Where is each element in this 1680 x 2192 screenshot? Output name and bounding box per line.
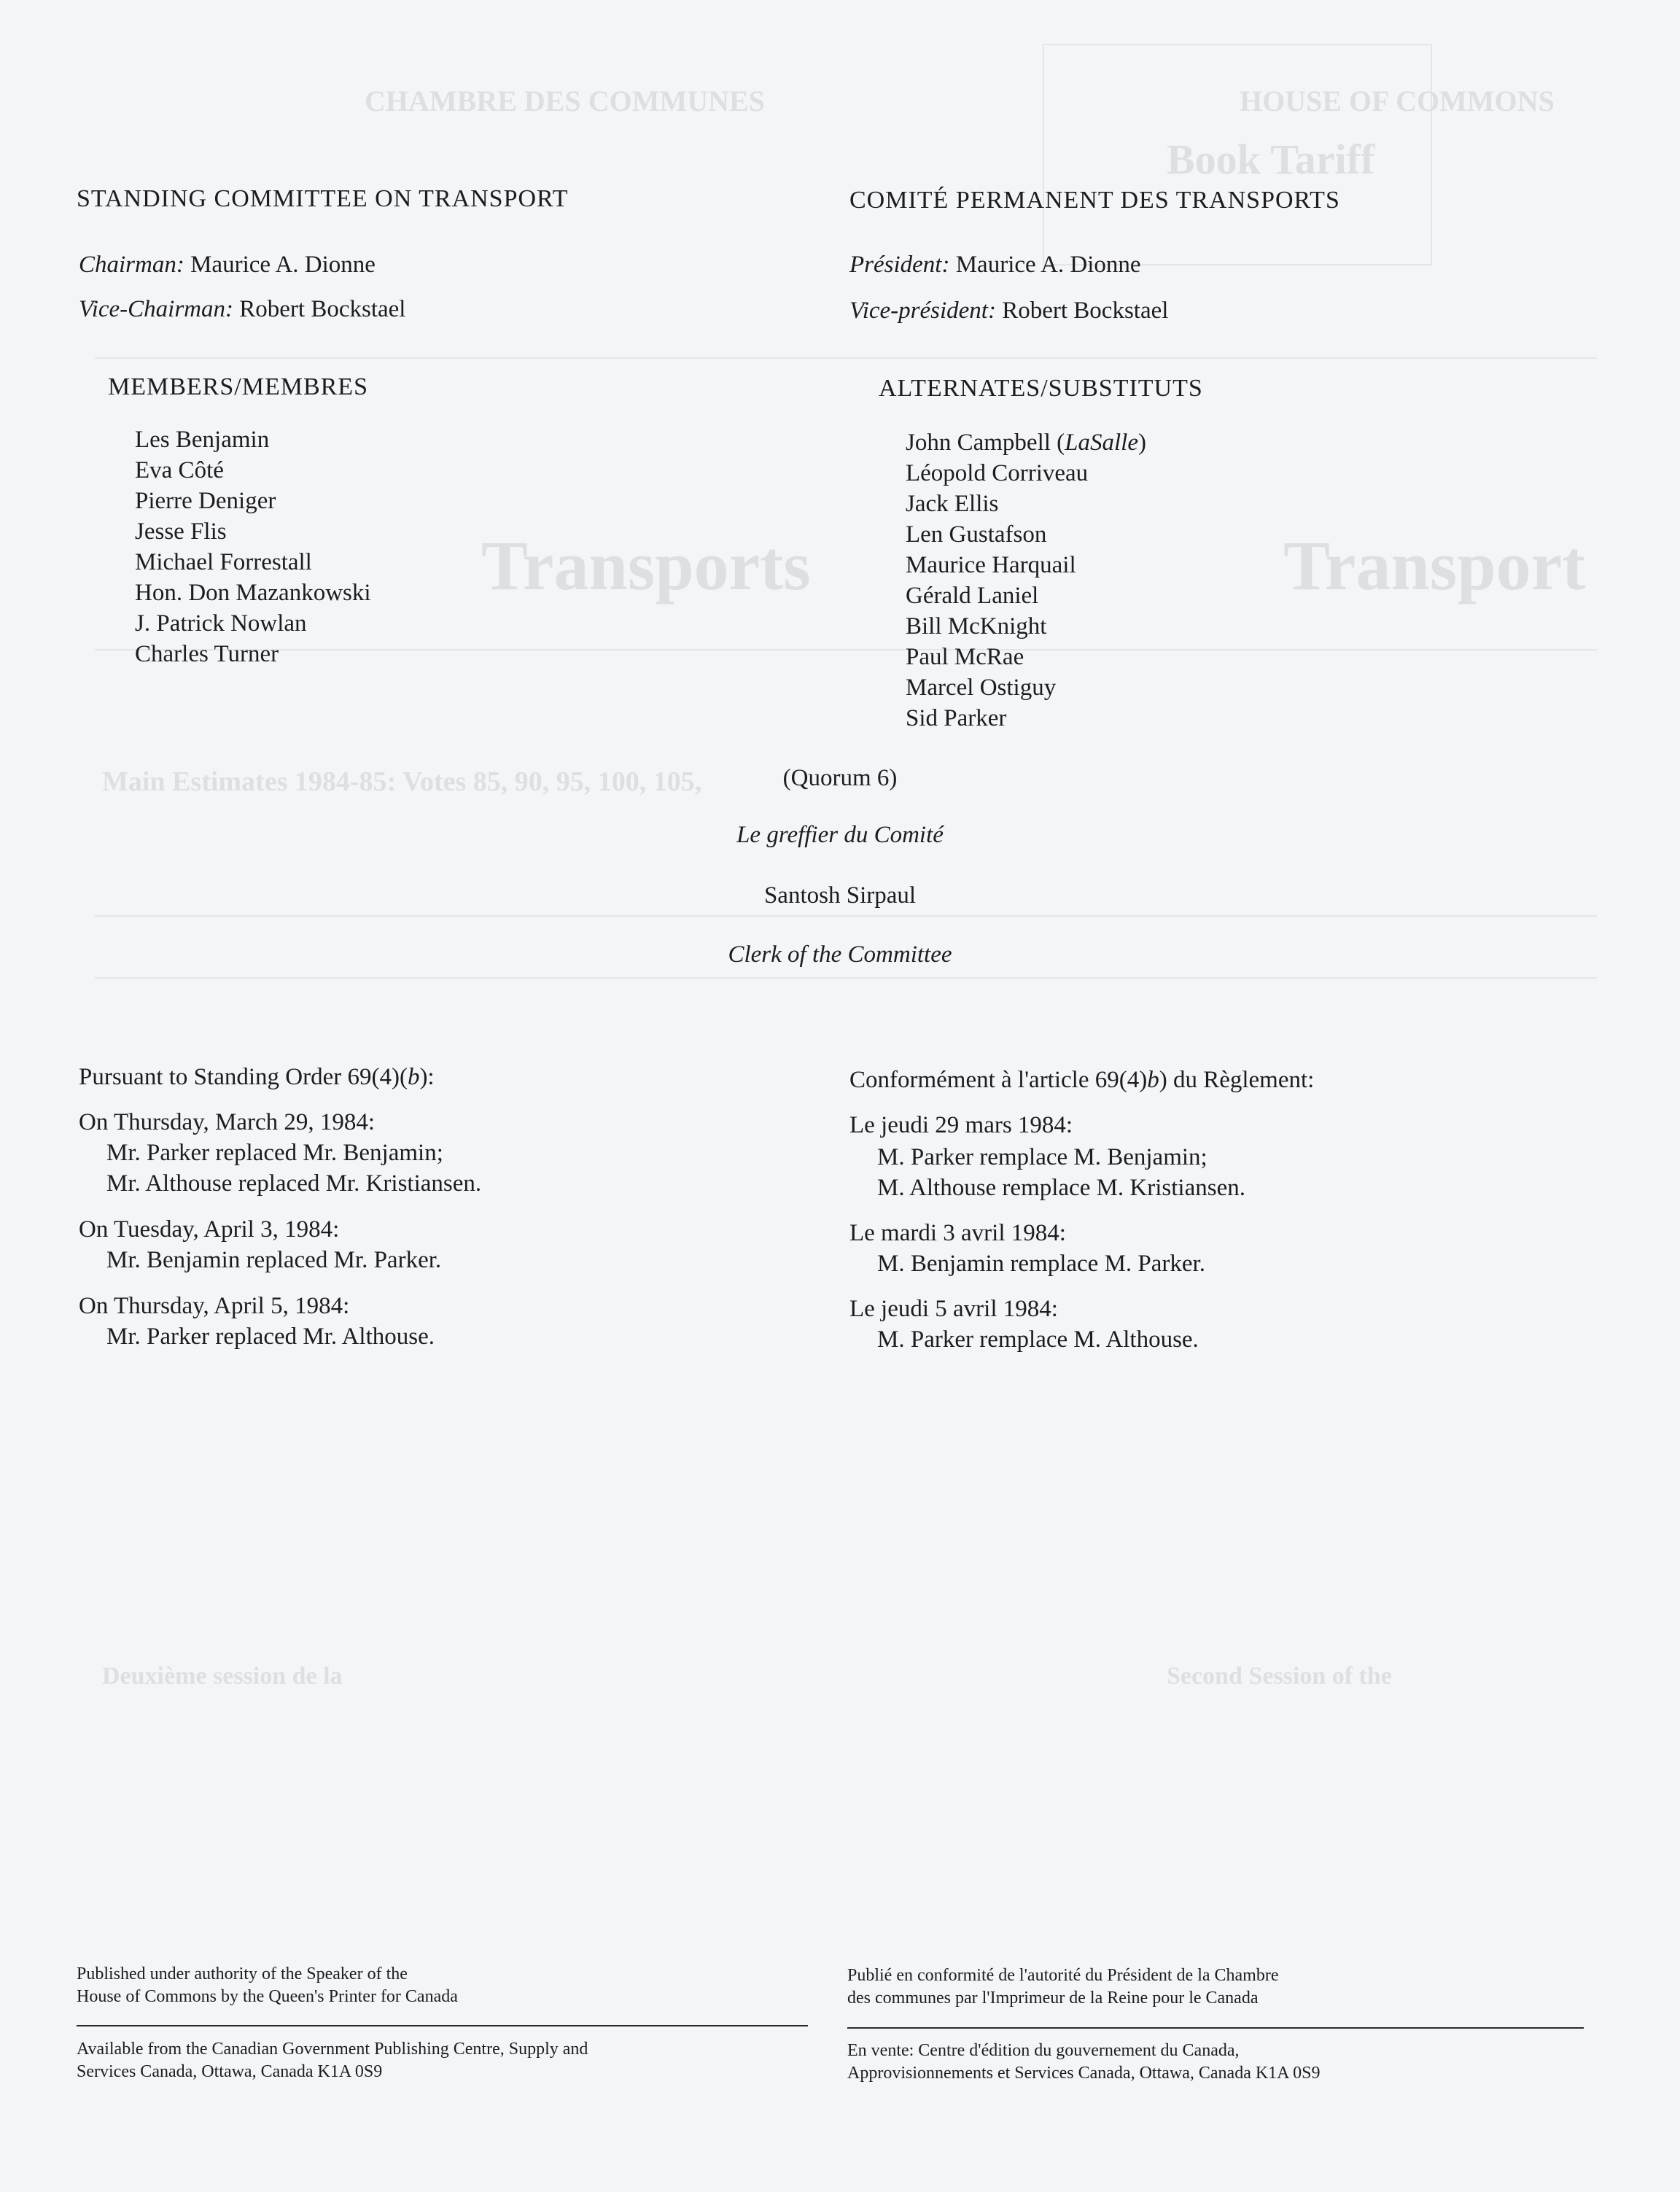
president-line-fr <box>849 249 1141 280</box>
alternate-item: Marcel Ostiguy <box>906 675 1057 701</box>
change-line-fr: M. Althouse remplace M. Kristiansen. <box>877 1175 1245 1201</box>
ghost-text: Book Tariff <box>1167 136 1375 183</box>
ghost-text: HOUSE OF COMMONS <box>1240 85 1555 117</box>
vice-president-label: Vice-président: <box>849 298 996 324</box>
ghost-text: Second Session of the <box>1167 1663 1392 1690</box>
alternate-item: John Campbell (LaSalle) <box>906 430 1146 456</box>
ghost-text: Main Estimates 1984-85: Votes 85, 90, 95, 100, 105, <box>102 766 702 797</box>
ghost-text: Transport <box>1283 526 1586 605</box>
footer-rule-en <box>77 2025 808 2026</box>
alternates-heading: ALTERNATES/SUBSTITUTS <box>879 375 1203 402</box>
member-item: Charles Turner <box>135 641 279 667</box>
ghost-text: CHAMBRE DES COMMUNES <box>365 85 765 117</box>
published-en: Published under authority of the Speaker of the House of Commons by the Queen's Printer for Canada <box>77 1964 458 2006</box>
available-fr: En vente: Centre d'édition du gouvernement du Canada, Approvisionnements et Services Canada, Ottawa, Canada K1A 0S9 <box>847 2041 1321 2083</box>
change-line-en: Mr. Althouse replaced Mr. Kristiansen. <box>106 1170 482 1197</box>
change-date-fr: Le jeudi 29 mars 1984: <box>849 1112 1073 1138</box>
available-en: Available from the Canadian Government Publishing Centre, Supply and Services Canada, Ottawa, Canada K1A 0S9 <box>77 2040 588 2081</box>
alternate-item: Gérald Laniel <box>906 583 1039 609</box>
vice-president-name: Robert Bockstael <box>1002 298 1169 324</box>
changes-intro-fr: Conformément à l'article 69(4)b) du Règlement: <box>849 1067 1315 1093</box>
change-line-en: Mr. Benjamin replaced Mr. Parker. <box>106 1247 442 1273</box>
chairman-name: Maurice A. Dionne <box>190 252 376 278</box>
alternate-item: Jack Ellis <box>906 491 999 517</box>
clerk-label-fr: Le greffier du Comité <box>736 822 944 848</box>
change-date-en: On Tuesday, April 3, 1984: <box>79 1216 340 1243</box>
ghost-text: Transports <box>481 526 811 605</box>
member-item: J. Patrick Nowlan <box>135 610 307 637</box>
president-label: Président: <box>849 252 950 278</box>
footer-rule-fr <box>847 2027 1584 2029</box>
vice-chairman-label: Vice-Chairman: <box>79 296 234 322</box>
change-date-fr: Le jeudi 5 avril 1984: <box>849 1296 1058 1322</box>
vice-chairman-name: Robert Bockstael <box>239 296 406 322</box>
ghost-text: Deuxième session de la <box>102 1663 343 1690</box>
member-item: Jesse Flis <box>135 518 227 545</box>
change-date-fr: Le mardi 3 avril 1984: <box>849 1220 1066 1246</box>
president-name: Maurice A. Dionne <box>955 252 1141 278</box>
alternate-item: Léopold Corriveau <box>906 460 1089 486</box>
clerk-name: Santosh Sirpaul <box>763 882 917 909</box>
alternate-item: Sid Parker <box>906 705 1007 731</box>
changes-intro-en: Pursuant to Standing Order 69(4)(b): <box>79 1064 435 1090</box>
vice-chairman-line-en <box>79 294 405 324</box>
alternates-list <box>906 427 1146 734</box>
clerk-label-en: Clerk of the Committee <box>728 941 952 968</box>
change-date-en: On Thursday, April 5, 1984: <box>79 1293 350 1319</box>
member-item: Michael Forrestall <box>135 549 312 575</box>
alternate-item: Paul McRae <box>906 644 1024 670</box>
chairman-line-en <box>79 249 376 280</box>
chairman-label: Chairman: <box>79 252 184 278</box>
members-heading: MEMBERS/MEMBRES <box>108 373 368 400</box>
committee-title-fr: COMITÉ PERMANENT DES TRANSPORTS <box>849 187 1340 214</box>
alternate-item: Len Gustafson <box>906 521 1047 548</box>
member-item: Pierre Deniger <box>135 488 276 514</box>
alternate-item: Bill McKnight <box>906 613 1047 640</box>
member-item: Hon. Don Mazankowski <box>135 580 371 606</box>
change-line-fr: M. Parker remplace M. Althouse. <box>877 1326 1199 1353</box>
change-line-en: Mr. Parker replaced Mr. Althouse. <box>106 1324 435 1350</box>
members-list <box>135 424 371 669</box>
member-item: Les Benjamin <box>135 427 270 453</box>
change-line-fr: M. Parker remplace M. Benjamin; <box>877 1144 1208 1170</box>
quorum: (Quorum 6) <box>782 765 898 791</box>
change-line-fr: M. Benjamin remplace M. Parker. <box>877 1251 1205 1277</box>
change-line-en: Mr. Parker replaced Mr. Benjamin; <box>106 1140 443 1166</box>
vice-president-line-fr <box>849 295 1168 326</box>
committee-title-en: STANDING COMMITTEE ON TRANSPORT <box>77 185 569 212</box>
change-date-en: On Thursday, March 29, 1984: <box>79 1109 376 1135</box>
alternate-item: Maurice Harquail <box>906 552 1076 578</box>
published-fr: Publié en conformité de l'autorité du Président de la Chambre des communes par l'Imprimeur de la Reine pour le Canada <box>847 1966 1279 2008</box>
member-item: Eva Côté <box>135 457 224 483</box>
